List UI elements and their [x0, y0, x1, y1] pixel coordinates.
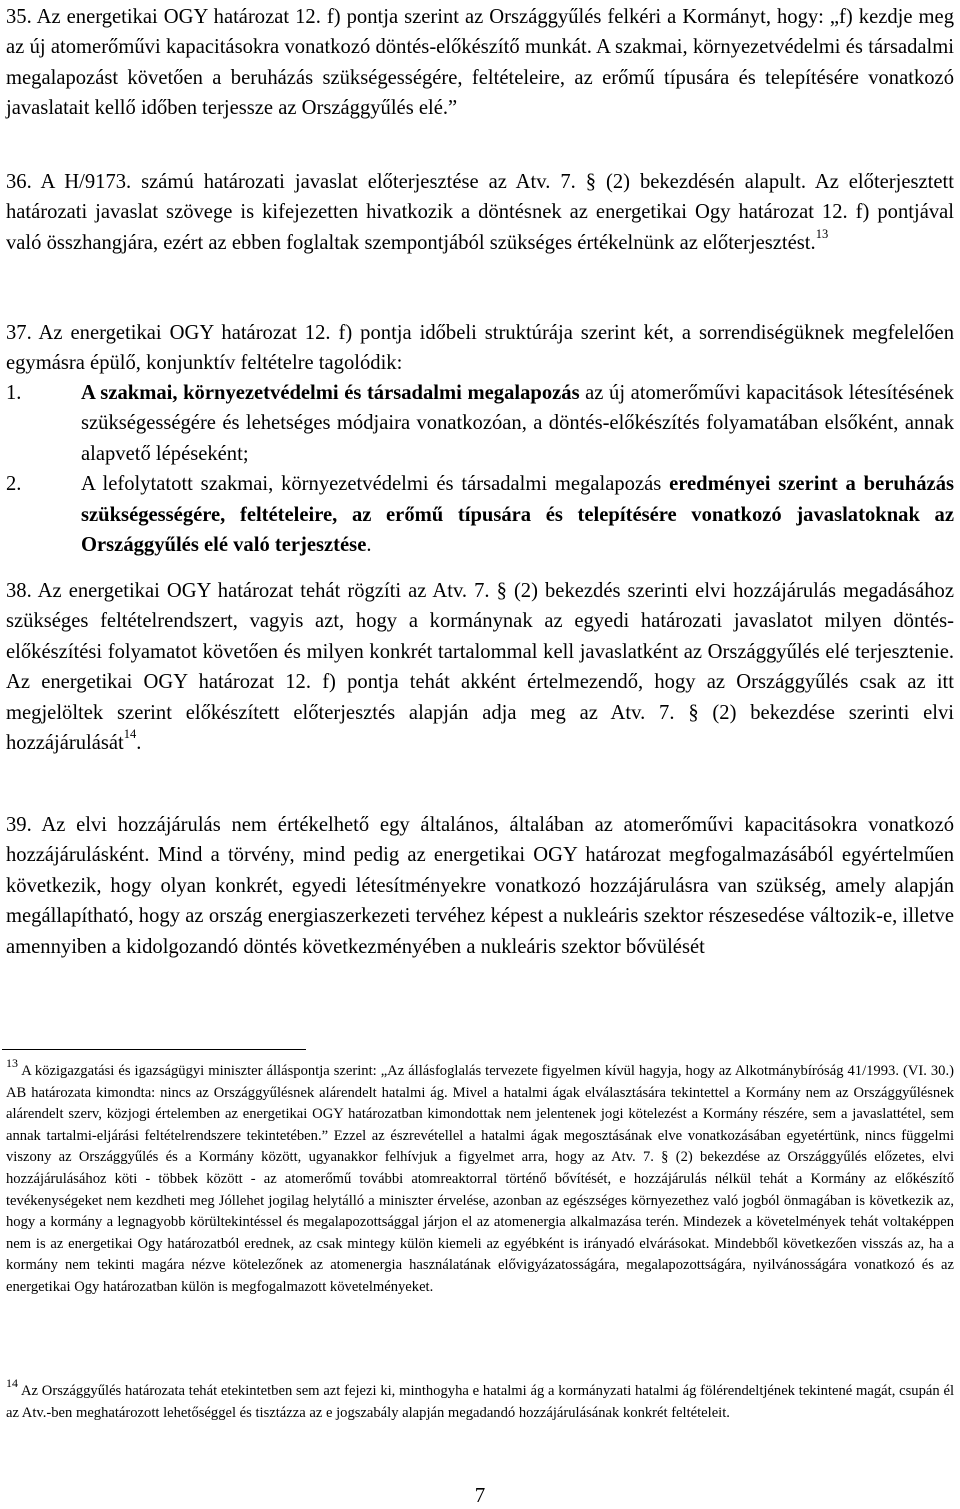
list-item-2: [6, 469, 954, 560]
footnote-ref-13[interactable]: 13: [815, 226, 829, 241]
list-item-text: A lefolytatott szakmai, környezetvédelmi és társadalmi megalapozás eredményei szerint a beruházás szükségességére, feltételeire, az erőmű típusára és telepítésére vonatkozó javaslatoknak az Országgyűlés elé való terjesztése.: [81, 473, 954, 557]
paragraph-39: 39. Az elvi hozzájárulás nem értékelhető egy általános, általában az atomerőművi kapacitásokra vonatkozó hozzájárulásként. Mind a törvény, mind pedig az energetikai OGY határozat megfogalmazásából egyértelműen következik, hogy olyan konkrét, egyedi létesítményekre vonatkozó hozzájárulásra van szükség, amely alapján megállapítható, hogy az ország energiaszerkezeti tervéhez képest a nukleáris szektor részesedése változik-e, illetve amennyiben a kidolgozandó döntés következményében a nukleáris szektor bővülését: [6, 814, 954, 958]
footnote-ref-14[interactable]: 14: [123, 727, 137, 742]
page-number: 7: [474, 1483, 486, 1507]
numbered-list: [6, 378, 954, 560]
list-item-number: 2.: [6, 473, 22, 496]
footnote-14: $^{14}$ Az Országgyűlés határozata tehát etekintetben sem azt fejezi ki, minthogyha e hatalmi ág a kormányzati hatalmi ág fölérendeltjének tekintené magát, csupán él az Atv.-ben meghatározott lehetőséggel és tisztázza az e jogszabály alapján megadandó hozzájárulásának konkrét feltételeit.: [6, 1376, 954, 1421]
list-item-number: 1.: [6, 382, 22, 404]
paragraph-36: 36. A H/9173. számú határozati javaslat előterjesztése az Atv. 7. § (2) bekezdésén alapult. Az előterjesztett határozati javaslat szövege is kifejezetten hivatkozik a döntésnek az energetikai Ogy határozat 12. f) pontjával való összhangjára, ezért az ebben foglaltak szempontjából szükséges értékelnünk az előterjesztést.$^{13}$: [6, 171, 954, 254]
paragraph-38: 38. Az energetikai OGY határozat tehát rögzíti az Atv. 7. § (2) bekezdés szerinti elvi hozzájárulás megadásához szükséges feltételrendszert, vagyis azt, hogy a kormánynak az egyedi határozati javaslatot milyen döntés-előkészítési folyamatot követően és milyen konkrét tartalommal kell javaslatként az Országgyűlés elé terjesztenie. Az energetikai OGY határozat 12. f) pontja tehát akként értelmezendő, hogy az Országgyűlés csak az itt megjelöltek szerint előkészített előterjesztés alapján adja meg az Atv. 7. § (2) bekezdése szerinti elvi hozzájárulását$^{14}$.: [6, 580, 954, 755]
paragraph-35: 35. Az energetikai OGY határozat 12. f) pontja szerint az Országgyűlés felkéri a Kormányt, hogy: „f) kezdje meg az új atomerőművi kapacitásokra vonatkozó döntés-előkészítő munkát. A szakmai, környezetvédelmi és társadalmi megalapozást követően a beruházás szükségességére, feltételeire, az erőmű típusára és telepítésére vonatkozó javaslatait kellő időben terjessze az Országgyűlés elé.”: [6, 6, 954, 120]
list-item-text: A szakmai, környezetvédelmi és társadalmi megalapozás az új atomerőművi kapacitások létesítésének szükségességére és lehetséges módjaira vonatkozóan, a döntés-előkészítés folyamatában elsőként, annak alapvető lépéseként;: [81, 382, 954, 465]
footnote-13: $^{13}$ A közigazgatási és igazságügyi miniszter álláspontja szerint: „Az állásfoglalás tervezete figyelmen kívül hagyja, hogy az Alkotmánybíróság 41/1993. (VI. 30.) AB határozata kimondta: nincs az Országgyűlésnek alárendelt hatalmi ág. Mivel a hatalmi ágak elválasztására tekintettel a Kormány nem az Országgyűlésnek alárendelt szerv, közjogi értelemben az energetikai OGY határozatban kimondottak nem jelentenek jogi kötelezést a Kormány részére, sem a javaslattétel, sem annak tartalmi-eljárási feltételrendszere tekintetében.” Ezzel az észrevétellel a hatalmi ágak megosztásának elve vonatkozásában egyetértünk, nincs függelmi viszony az Országgyűlés és a Kormány között, ugyanakkor felhívjuk a figyelmet arra, hogy az Atv. 7. § (2) bekezdése az Országgyűlés előzetes, elvi hozzájárulásához köti - többek között - az atomerőmű további atomreaktorral történő bővítését, e hozzájárulás nélkül tehát a Kormány az előkészítő tevékenységeket nem kezdheti meg Jóllehet jogilag helytálló a miniszter érvelése, azonban az egészséges környezethez való jogból önmagában is következik az, hogy a kormány a legnagyobb körültekintéssel és megalapozottsággal járjon el az atomenergia alkalmazása terén. Mindezek a követelmények tehát voltaképpen nem is az energetikai Ogy határozatból erednek, az csak mintegy külön kiemeli az egyébként is irányadó elvárásokat. Mindebből következően visszás az, ha a kormány nem tekinti magára nézve kötelezőnek az atomenergia használatának elővigyázatosságára, megalapozottságára, nyilvánosságára vonatkozó és az energetikai Ogy határozatban külön is megfogalmazott követelményeket.: [6, 1056, 954, 1295]
paragraph-37: 37. Az energetikai OGY határozat 12. f) pontja időbeli struktúrája szerint két, a sorrendiségüknek megfelelően egymásra épülő, konjunktív feltételre tagolódik:: [6, 322, 954, 375]
list-item-1: [6, 378, 954, 469]
footnote-separator: [2, 1049, 306, 1050]
